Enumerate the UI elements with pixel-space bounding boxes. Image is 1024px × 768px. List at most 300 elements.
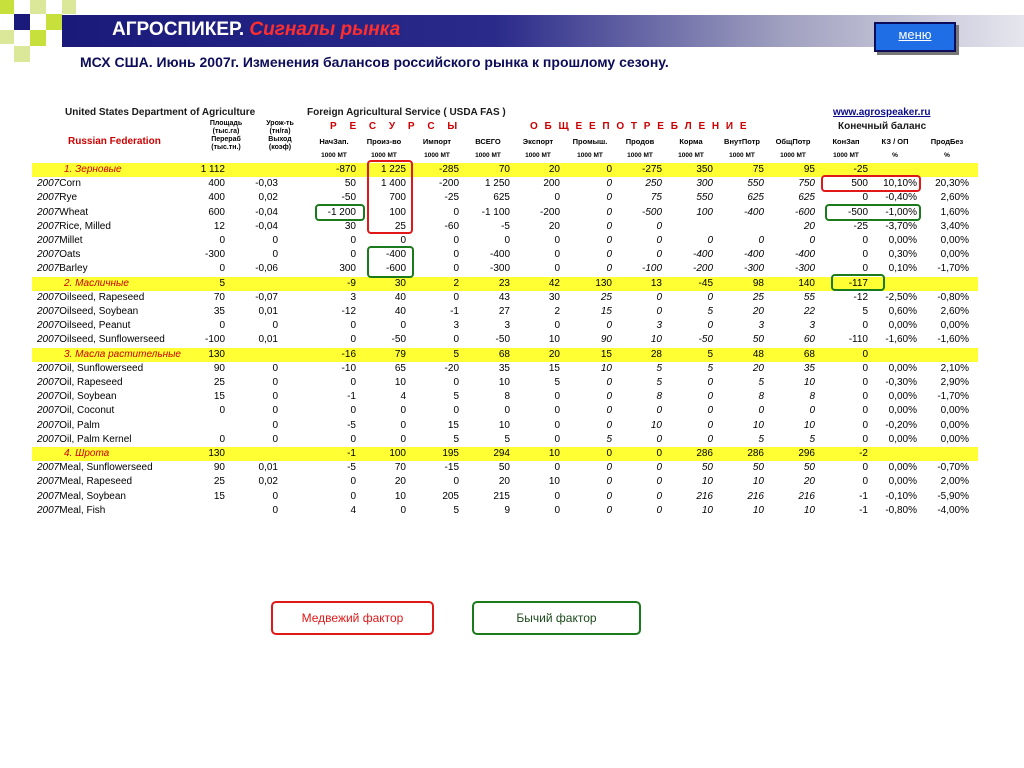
- category-row: [32, 348, 978, 362]
- table-cell: -12: [341, 306, 356, 317]
- row-year: 2007: [37, 178, 60, 190]
- unit-header: %: [892, 152, 898, 159]
- row-name: [37, 490, 126, 504]
- table-cell: 0: [606, 320, 612, 332]
- table-cell: 10: [394, 490, 406, 502]
- consumption-header: О Б Щ Е Е П О Т Р Е Б Л Е Н И Е: [530, 121, 749, 132]
- table-cell: -16: [341, 348, 356, 360]
- table-cell: 100: [389, 206, 406, 218]
- table-cell: -300: [204, 249, 225, 261]
- unit-header: 1000 МТ: [525, 152, 551, 159]
- row-label: Millet: [59, 235, 83, 246]
- row-label: 1. Зерновые: [64, 164, 122, 175]
- table-cell: -0,07: [255, 291, 278, 303]
- bull-highlight: [315, 204, 365, 221]
- table-cell: 25: [213, 476, 225, 488]
- table-cell: -1,60%: [937, 334, 969, 346]
- table-cell: 10: [701, 476, 713, 488]
- table-cell: 20: [803, 220, 815, 232]
- table-cell: 0: [862, 263, 868, 275]
- table-cell: 0: [554, 391, 560, 403]
- table-cell: 65: [394, 362, 406, 374]
- table-cell: 0: [272, 419, 278, 431]
- table-cell: -12: [853, 291, 868, 303]
- table-cell: 0: [504, 235, 510, 246]
- table-cell: 0,60%: [888, 306, 917, 317]
- category-row: [32, 447, 978, 461]
- table-row: [32, 333, 978, 347]
- table-cell: [165, 504, 225, 518]
- table-cell: -0,70%: [937, 462, 969, 474]
- unit-header: 1000 МТ: [678, 152, 704, 159]
- table-cell: 0: [453, 249, 459, 261]
- row-name: [64, 348, 181, 362]
- row-name: [37, 206, 88, 220]
- row-year: 2007: [37, 419, 60, 431]
- table-cell: 0,00%: [940, 433, 969, 445]
- unit-header: 1000 МТ: [627, 152, 653, 159]
- table-cell: -50: [391, 334, 406, 346]
- resources-header: Р Е С У Р С Ы: [330, 121, 463, 132]
- bull-highlight: [825, 204, 921, 221]
- table-cell: -300: [489, 263, 510, 275]
- table-cell: 40: [394, 306, 406, 317]
- table-cell: [909, 447, 969, 461]
- row-name: [37, 177, 81, 191]
- table-cell: 0,00%: [888, 462, 917, 474]
- table-cell: -20: [444, 362, 459, 374]
- table-cell: 0: [350, 433, 356, 445]
- table-cell: 0: [350, 235, 356, 246]
- table-cell: 3: [453, 320, 459, 332]
- table-cell: 3: [758, 320, 764, 332]
- table-cell: 0: [758, 405, 764, 417]
- decor-square: [14, 46, 30, 62]
- row-label: Oats: [59, 249, 81, 261]
- menu-button[interactable]: меню: [874, 22, 956, 52]
- table-row: [32, 362, 978, 376]
- table-cell: -400: [743, 249, 764, 261]
- table-cell: 13: [650, 277, 662, 289]
- table-cell: 0: [272, 249, 278, 261]
- row-label: 2. Масличные: [64, 277, 129, 289]
- table-cell: -100: [641, 263, 662, 275]
- table-cell: 79: [394, 348, 406, 360]
- table-cell: 0,01: [258, 462, 278, 474]
- table-cell: 2,60%: [940, 192, 969, 204]
- table-cell: 216: [798, 490, 815, 502]
- table-cell: 50: [752, 334, 764, 346]
- row-label: Oil, Palm: [59, 419, 100, 431]
- table-cell: 12: [213, 220, 225, 232]
- row-name: [37, 475, 132, 489]
- table-cell: 10,10%: [883, 178, 917, 190]
- table-cell: 0: [453, 291, 459, 303]
- table-cell: -1,70%: [937, 391, 969, 403]
- column-header: ПродБез: [930, 137, 964, 146]
- table-cell: 0: [606, 220, 612, 232]
- row-label: Meal, Soybean: [59, 490, 126, 502]
- unit-header: %: [944, 152, 950, 159]
- table-cell: 1 250: [484, 178, 510, 190]
- column-header: КЗ / ОП: [881, 137, 909, 146]
- table-cell: 250: [645, 178, 662, 190]
- table-cell: 0,02: [258, 192, 278, 204]
- row-year: 2007: [37, 263, 60, 275]
- bull-factor-legend: Бычий фактор: [472, 601, 641, 635]
- table-cell: 5: [453, 433, 459, 445]
- table-cell: -0,20%: [885, 419, 917, 431]
- fas-label: Foreign Agricultural Service ( USDA FAS ): [307, 107, 506, 118]
- table-cell: 60: [803, 334, 815, 346]
- table-cell: 0: [606, 206, 612, 218]
- table-cell: 70: [213, 291, 225, 303]
- table-cell: 0: [862, 320, 868, 332]
- table-cell: 42: [548, 277, 560, 289]
- table-cell: -200: [539, 206, 560, 218]
- table-cell: -1: [450, 306, 459, 317]
- table-cell: -2,50%: [885, 291, 917, 303]
- table-cell: 0: [809, 235, 815, 246]
- row-year: 2007: [37, 476, 60, 488]
- table-cell: 2: [453, 277, 459, 289]
- table-cell: 3,40%: [940, 220, 969, 232]
- row-name: [37, 291, 144, 305]
- row-name: [37, 461, 153, 475]
- table-cell: 0: [707, 291, 713, 303]
- table-cell: 15: [213, 490, 225, 502]
- table-cell: 0: [707, 419, 713, 431]
- table-cell: 0: [606, 263, 612, 275]
- table-cell: 5: [219, 277, 225, 289]
- table-cell: 625: [493, 192, 510, 204]
- row-name: [37, 234, 83, 248]
- table-cell: -0,40%: [885, 192, 917, 204]
- table-cell: 0: [350, 405, 356, 417]
- row-name: [64, 277, 129, 291]
- table-cell: -2: [859, 448, 868, 459]
- column-header: Корма: [679, 137, 703, 146]
- table-cell: 0: [656, 504, 662, 516]
- table-cell: 40: [394, 291, 406, 303]
- row-name: [37, 419, 100, 433]
- table-row: [32, 475, 978, 489]
- table-cell: 0,00%: [888, 405, 917, 417]
- row-name: [37, 404, 114, 418]
- row-name: [37, 362, 143, 376]
- table-cell: 215: [493, 490, 510, 502]
- column-header: НачЗап.: [319, 137, 349, 146]
- row-year: 2007: [37, 391, 60, 403]
- row-year: 2007: [37, 320, 60, 332]
- table-cell: 294: [493, 448, 510, 459]
- table-row: [32, 433, 978, 447]
- table-cell: [218, 163, 278, 177]
- table-row: [32, 234, 978, 248]
- table-cell: 8: [758, 391, 764, 403]
- table-cell: 550: [696, 192, 713, 204]
- table-cell: 25: [752, 291, 764, 303]
- table-cell: 0: [219, 235, 225, 246]
- table-cell: 0: [862, 192, 868, 204]
- table-cell: -870: [335, 164, 356, 175]
- table-cell: 0: [272, 433, 278, 445]
- column-header: ВСЕГО: [475, 137, 501, 146]
- table-cell: -1,00%: [885, 206, 917, 218]
- table-cell: 0: [219, 405, 225, 417]
- table-cell: -600: [385, 263, 406, 275]
- table-cell: 750: [798, 178, 815, 190]
- table-cell: 20: [548, 348, 560, 360]
- table-cell: 4: [400, 391, 406, 403]
- row-label: Rye: [59, 192, 78, 204]
- table-cell: 0: [350, 334, 356, 346]
- table-cell: 8: [809, 391, 815, 403]
- unit-header: 1000 МТ: [371, 152, 397, 159]
- table-cell: -5: [347, 419, 356, 431]
- table-cell: 0: [606, 178, 612, 190]
- table-cell: 10: [548, 448, 560, 459]
- table-cell: 300: [696, 178, 713, 190]
- table-cell: 10: [803, 504, 815, 516]
- table-cell: 0: [400, 433, 406, 445]
- table-cell: 0: [400, 320, 406, 332]
- table-cell: 15: [447, 419, 459, 431]
- bull-highlight: [367, 246, 414, 278]
- table-cell: 0: [606, 504, 612, 516]
- table-cell: -200: [438, 178, 459, 190]
- table-cell: 48: [752, 348, 764, 360]
- table-cell: 0: [656, 235, 662, 246]
- table-cell: 0,00%: [888, 476, 917, 488]
- table-cell: [909, 277, 969, 291]
- table-cell: 0: [606, 164, 612, 175]
- table-cell: 43: [498, 291, 510, 303]
- row-label: Rice, Milled: [59, 220, 111, 232]
- table-cell: 5: [758, 433, 764, 445]
- row-name: [37, 390, 117, 404]
- table-cell: 0: [219, 263, 225, 275]
- table-cell: 10: [498, 377, 510, 388]
- table-cell: 0: [272, 235, 278, 246]
- column-header: КонЗап: [832, 137, 860, 146]
- table-cell: 28: [650, 348, 662, 360]
- table-cell: 20: [498, 476, 510, 488]
- table-cell: 3: [504, 320, 510, 332]
- table-cell: 20: [752, 362, 764, 374]
- table-cell: 5: [656, 362, 662, 374]
- table-cell: 0,10%: [888, 263, 917, 275]
- table-row: [32, 461, 978, 475]
- row-name: [64, 447, 109, 461]
- table-cell: 0: [554, 433, 560, 445]
- table-cell: 75: [752, 164, 764, 175]
- column-header: Промыш.: [572, 137, 608, 146]
- row-year: 2007: [37, 490, 60, 502]
- table-cell: 20: [803, 476, 815, 488]
- table-row: [32, 305, 978, 319]
- table-cell: 0,00%: [940, 405, 969, 417]
- row-year: 2007: [37, 291, 60, 303]
- row-label: Oil, Coconut: [59, 405, 115, 417]
- table-cell: 10: [650, 419, 662, 431]
- decor-square: [62, 0, 76, 14]
- unit-header: 1000 МТ: [577, 152, 603, 159]
- table-cell: 0: [350, 249, 356, 261]
- table-cell: 68: [803, 348, 815, 360]
- column-header: Экспорт: [522, 137, 554, 146]
- row-name: [37, 504, 105, 518]
- row-name: [37, 433, 132, 447]
- table-cell: -1: [859, 504, 868, 516]
- table-cell: 0,00%: [940, 320, 969, 332]
- table-cell: 100: [389, 448, 406, 459]
- agrospeaker-link[interactable]: www.agrospeaker.ru: [833, 107, 931, 118]
- table-cell: 0: [272, 377, 278, 388]
- table-cell: -300: [794, 263, 815, 275]
- table-cell: 0: [862, 362, 868, 374]
- table-cell: -1,60%: [885, 334, 917, 346]
- row-name: [37, 376, 123, 390]
- table-cell: 286: [747, 448, 764, 459]
- table-cell: 0: [862, 405, 868, 417]
- table-cell: 95: [803, 164, 815, 175]
- table-cell: -400: [385, 249, 406, 261]
- table-cell: 286: [696, 448, 713, 459]
- table-cell: 5: [606, 433, 612, 445]
- table-cell: -400: [489, 249, 510, 261]
- row-label: Oilseed, Soybean: [59, 306, 139, 317]
- table-cell: 50: [498, 462, 510, 474]
- table-cell: 195: [442, 448, 459, 459]
- column-header: Произ-во: [366, 137, 402, 146]
- table-cell: -50: [495, 334, 510, 346]
- table-cell: 50: [803, 462, 815, 474]
- table-cell: -25: [853, 164, 868, 175]
- table-cell: 0: [809, 405, 815, 417]
- table-cell: 10: [752, 476, 764, 488]
- row-label: Corn: [59, 178, 81, 190]
- table-cell: 0: [862, 462, 868, 474]
- table-cell: 27: [498, 306, 510, 317]
- table-cell: -0,03: [255, 178, 278, 190]
- table-cell: 90: [213, 462, 225, 474]
- table-cell: 0: [606, 377, 612, 388]
- table-cell: -1 200: [327, 206, 356, 218]
- table-row: [32, 220, 978, 234]
- table-cell: 0: [219, 433, 225, 445]
- row-label: Oil, Palm Kernel: [59, 433, 132, 445]
- table-cell: -100: [204, 334, 225, 346]
- table-cell: 3: [809, 320, 815, 332]
- bear-highlight: [367, 160, 413, 234]
- table-cell: 0: [400, 504, 406, 516]
- table-cell: 10: [548, 334, 560, 346]
- row-label: Oil, Sunflowerseed: [59, 362, 144, 374]
- table-cell: 0: [606, 391, 612, 403]
- unit-header: 1000 МТ: [475, 152, 501, 159]
- table-cell: 0: [656, 448, 662, 459]
- row-year: 2007: [37, 377, 60, 388]
- table-cell: 0: [554, 249, 560, 261]
- title-label: Сигналы рынка: [249, 19, 401, 40]
- table-cell: 0: [272, 320, 278, 332]
- row-label: 3. Масла растительные: [64, 348, 181, 360]
- table-cell: 20: [548, 164, 560, 175]
- table-cell: 200: [543, 178, 560, 190]
- table-cell: -5: [347, 462, 356, 474]
- table-cell: 0: [453, 235, 459, 246]
- table-cell: 0: [453, 263, 459, 275]
- table-cell: 0: [554, 504, 560, 516]
- table-cell: 0: [656, 490, 662, 502]
- row-label: Barley: [59, 263, 88, 275]
- table-cell: -600: [794, 206, 815, 218]
- table-cell: 700: [389, 192, 406, 204]
- table-cell: 0,00%: [888, 235, 917, 246]
- table-cell: 35: [498, 362, 510, 374]
- table-cell: 0: [504, 405, 510, 417]
- table-cell: 100: [696, 206, 713, 218]
- table-cell: -50: [698, 334, 713, 346]
- table-cell: -25: [853, 220, 868, 232]
- table-cell: -60: [444, 220, 459, 232]
- table-cell: 550: [747, 178, 764, 190]
- table-cell: 0: [707, 405, 713, 417]
- table-cell: 0: [606, 419, 612, 431]
- table-cell: 2,10%: [940, 362, 969, 374]
- table-cell: 0: [656, 306, 662, 317]
- table-cell: -400: [692, 249, 713, 261]
- table-cell: 0,00%: [940, 419, 969, 431]
- decor-square: [46, 14, 62, 30]
- table-cell: -10: [341, 362, 356, 374]
- table-cell: 30: [394, 277, 406, 289]
- table-cell: 0: [272, 490, 278, 502]
- table-cell: 0: [350, 490, 356, 502]
- table-cell: 10: [394, 377, 406, 388]
- table-cell: 10: [752, 504, 764, 516]
- table-cell: -1 100: [481, 206, 510, 218]
- row-year: 2007: [37, 504, 60, 516]
- table-cell: 0: [554, 263, 560, 275]
- table-cell: 625: [747, 192, 764, 204]
- table-row: [32, 419, 978, 433]
- table-cell: 5: [707, 348, 713, 360]
- table-cell: [909, 348, 969, 362]
- row-year: 2007: [37, 405, 60, 417]
- table-cell: 1 225: [380, 164, 406, 175]
- table-cell: 0: [707, 235, 713, 246]
- table-row: [32, 319, 978, 333]
- row-year: 2007: [37, 206, 60, 218]
- table-cell: 205: [442, 490, 459, 502]
- table-cell: 0: [350, 320, 356, 332]
- table-cell: [165, 419, 225, 433]
- table-cell: 35: [213, 306, 225, 317]
- table-cell: 90: [213, 362, 225, 374]
- table-cell: 0: [554, 419, 560, 431]
- table-cell: 5: [453, 391, 459, 403]
- table-cell: -200: [692, 263, 713, 275]
- table-cell: 0: [453, 377, 459, 388]
- table-row: [32, 504, 978, 518]
- brand-label: АГРОСПИКЕР.: [112, 19, 245, 40]
- table-cell: [218, 447, 278, 461]
- decor-square: [0, 30, 14, 44]
- table-cell: 300: [339, 263, 356, 275]
- row-label: Oilseed, Rapeseed: [59, 291, 145, 303]
